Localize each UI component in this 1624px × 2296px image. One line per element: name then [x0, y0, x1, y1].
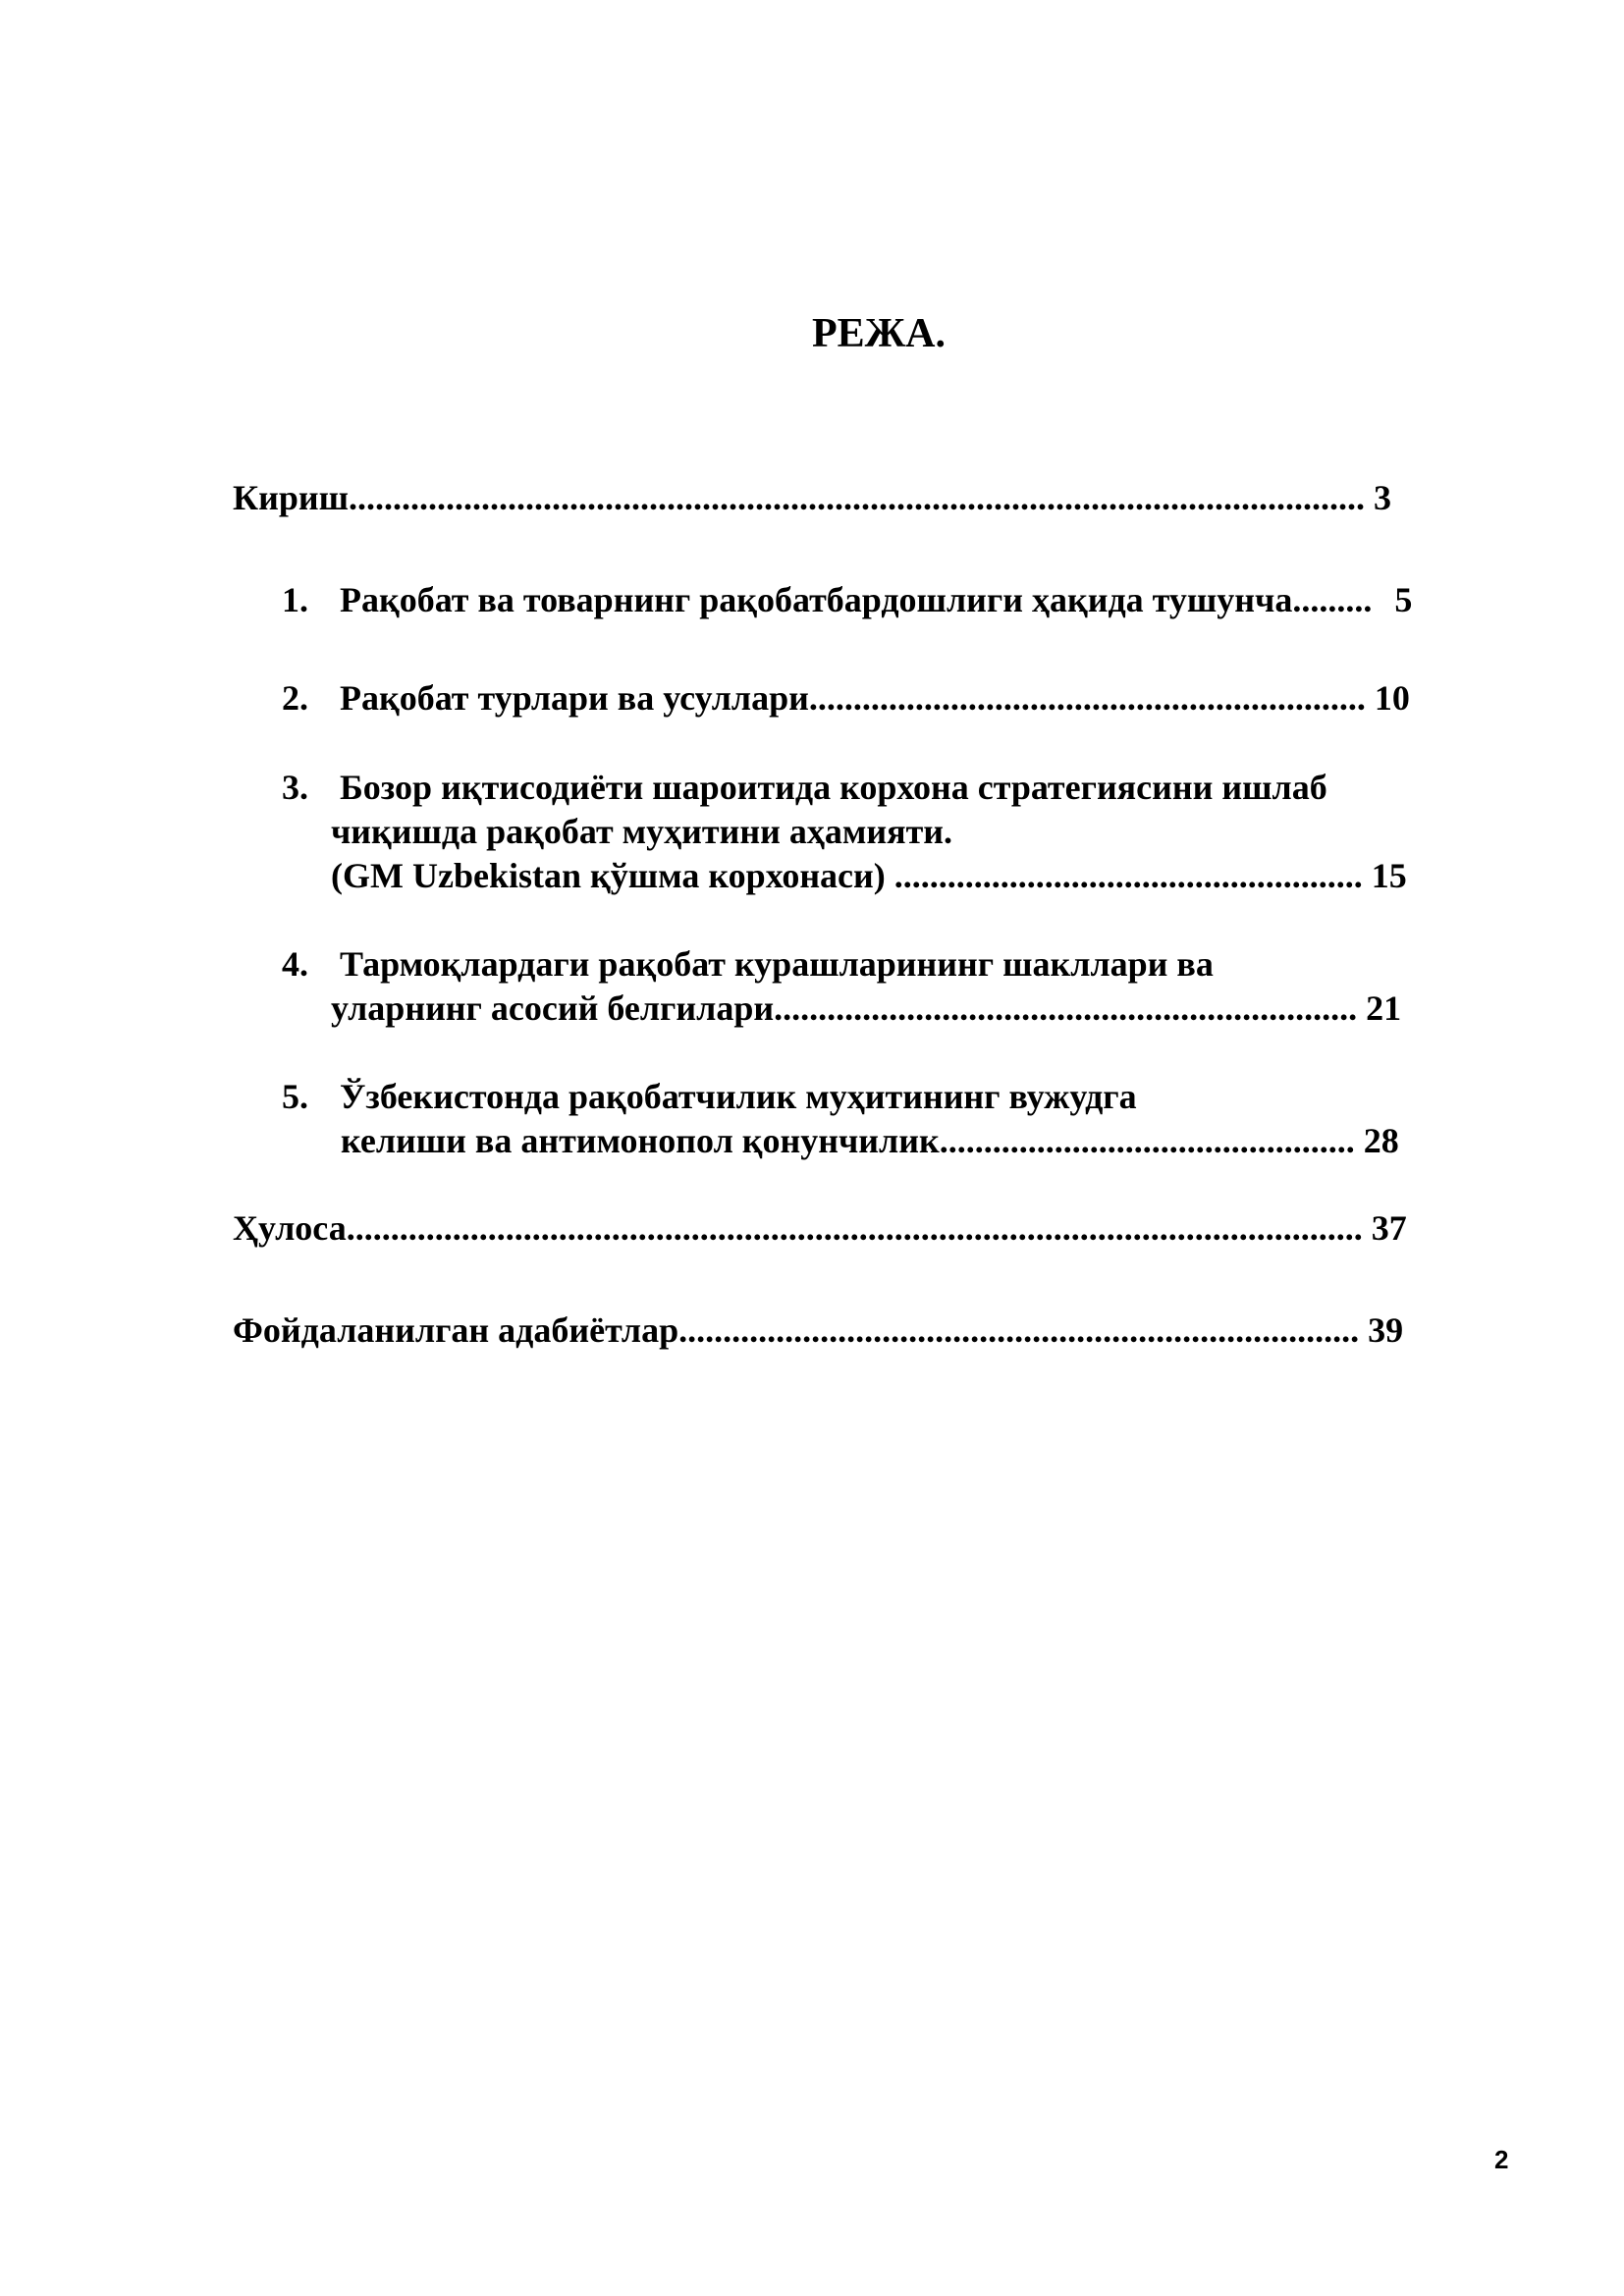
- toc-page-number: 5: [1394, 580, 1413, 619]
- toc-conclusion: [233, 1206, 1407, 1250]
- toc-page-number: 37: [1371, 1208, 1407, 1248]
- toc-references: [233, 1308, 1403, 1352]
- toc-entry-text: Тармоқлардаги рақобат курашларининг шакллари ва: [340, 944, 1214, 984]
- toc-item-number: 5.: [282, 1077, 308, 1116]
- toc-entry-text: келиши ва антимонопол қонунчилик...............................................: [341, 1121, 1355, 1160]
- toc-entry-text: Бозор иқтисодиёти шароитида корхона стратегиясини ишлаб: [340, 768, 1327, 807]
- toc-page-number: 10: [1374, 678, 1410, 718]
- toc-intro: [233, 476, 1391, 519]
- toc-item-number: 3.: [282, 768, 308, 807]
- toc-item-3-line-3: [331, 854, 1407, 897]
- toc-entry-text: Рақобат ва товарнинг рақобатбардошлиги ҳақида тушунча.........: [340, 580, 1373, 619]
- toc-page-number: 28: [1363, 1121, 1399, 1160]
- toc-entry-text: (GM Uzbekistan қўшма корхонаси) .....................................................: [331, 856, 1363, 895]
- toc-item-5-line-2: [341, 1119, 1399, 1162]
- toc-entry-text: чиқишда рақобат муҳитини аҳамияти.: [331, 812, 952, 851]
- toc-item-number: 4.: [282, 944, 308, 984]
- toc-item-1: [282, 578, 1412, 621]
- toc-item-4-line-2: [331, 987, 1401, 1030]
- toc-item-2: [282, 676, 1410, 720]
- toc-item-number: 2.: [282, 678, 308, 718]
- toc-page-number: 3: [1374, 478, 1392, 517]
- toc-entry-text: Ўзбекистонда рақобатчилик муҳитининг вужудга: [340, 1077, 1137, 1116]
- toc-page-number: 15: [1371, 856, 1407, 895]
- toc-item-3-line-2: [331, 810, 952, 853]
- toc-item-4-line-1: [282, 942, 1214, 986]
- page-number: 2: [1494, 2145, 1509, 2174]
- toc-entry-text: Кириш...................................................................................................................: [233, 478, 1366, 517]
- toc-entry-text: уларнинг асосий белгилари..................................................................: [331, 988, 1358, 1028]
- page-title: РЕЖА.: [811, 311, 947, 356]
- toc-entry-text: Ҳулоса...................................................................................................................: [233, 1208, 1363, 1248]
- toc-page-number: 39: [1368, 1310, 1404, 1350]
- toc-entry-text: Фойдаланилган адабиётлар.............................................................................: [233, 1310, 1360, 1350]
- toc-item-3-line-1: [282, 766, 1327, 809]
- toc-item-number: 1.: [282, 580, 308, 619]
- toc-entry-text: Рақобат турлари ва усуллари...............................................................: [340, 678, 1366, 718]
- toc-page-number: 21: [1366, 988, 1402, 1028]
- toc-item-5-line-1: [282, 1075, 1137, 1118]
